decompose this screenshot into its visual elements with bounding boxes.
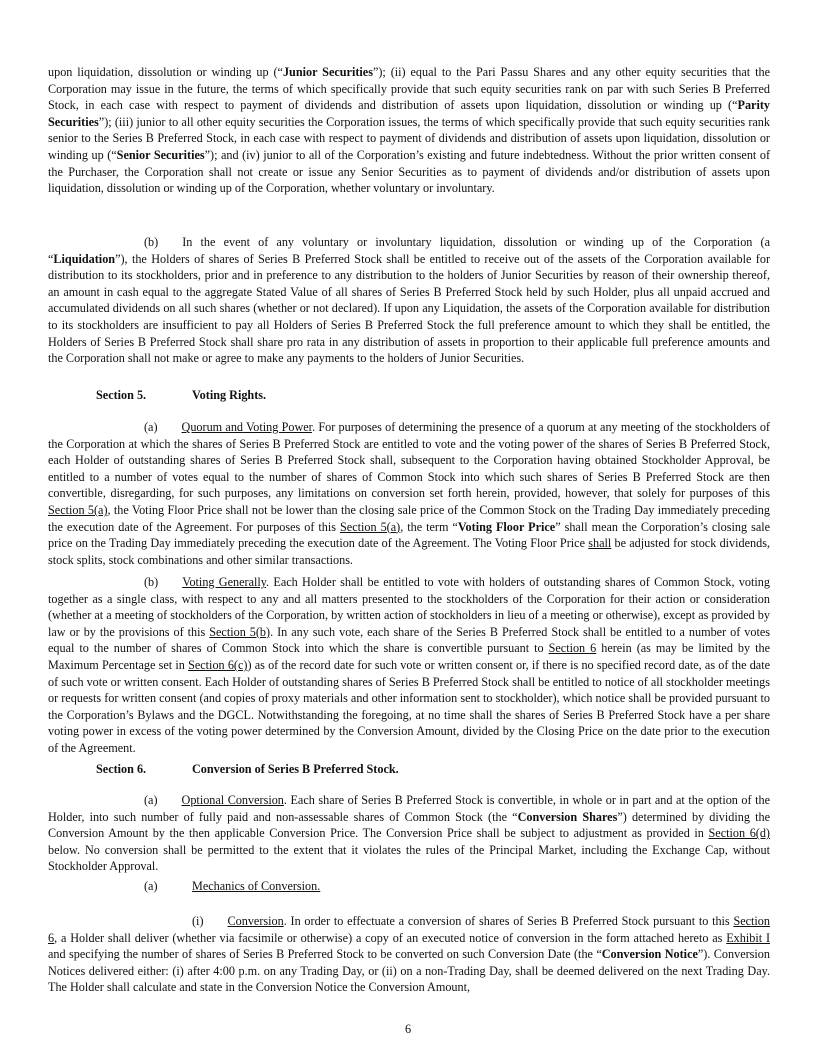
term-voting-floor-price: Voting Floor Price [457, 519, 556, 534]
paragraph-conversion-notice: (i) Conversion. In order to effectuate a conversion of shares of Series B Preferred Stock pursuant to this Section 6, a Holder shall deliver (whether via facsimile or otherwise) a copy of an executed notice of conversion in the form attached hereto as Exhibit I and specifying the number of shares of Series B Preferred Stock to be converted on such Conversion Date (the “Conversion Notice”). Conversion Notices delivered either: (i) after 4:00 p.m. on any Trading Day, or (ii) on a non-Trading Day, shall be deemed delivered on the next Trading Day. The Holder shall calculate and state in the Conversion Notice the Conversion Amount, [48, 914, 771, 995]
ref-exhibit-1: Exhibit I [726, 930, 771, 945]
paragraph-optional-conversion: (a) Optional Conversion. Each share of Series B Preferred Stock is convertible, in whole or in part and at the option of the Holder, into such number of fully paid and non-assessable shares of Common Stock (the “Conversion Shares”) determined by dividing the Conversion Amount by the then applicable Conversion Price. The Conversion Price shall be subject to adjustment as provided in Section 6(d) below. No conversion shall be permitted to the extent that it violates the rules of the Principal Market, including the Exchange Cap, without Stockholder Approval. [48, 793, 770, 874]
subheading-conversion: Conversion [227, 914, 284, 928]
page-number: 6 [404, 1022, 412, 1036]
section-5-heading [96, 387, 267, 404]
section-6-heading [96, 761, 399, 778]
term-senior-securities: Senior Securities [116, 147, 205, 162]
section-number: Section 5. [96, 388, 147, 402]
para-label: (a) [144, 879, 158, 893]
section-title: Conversion of Series B Preferred Stock. [192, 762, 399, 776]
paragraph-voting-generally: (b) Voting Generally. Each Holder shall be entitled to vote with holders of outstanding shares of Common Stock, voting together as a single class, with respect to any and all matters presented to the stockholders of the Corporation for their action or consideration (whether at a meeting of stockholders of the Corporation, by written action of stockholders in lieu of a meeting or otherwise), except as provided by law or by the provisions of this Section 5(b). In any such vote, each share of the Series B Preferred Stock shall be entitled to a number of votes equal to the number of shares of Common Stock into which the share is convertible pursuant to Section 6 herein (as may be limited by the Maximum Percentage set in Section 6(c)) as of the record date for such vote or written consent or, if there is no specified record date, as of the date of such vote or written consent. Each Holder of outstanding shares of Series B Preferred Stock shall be entitled to notice of all stockholder meetings or requests for written consent (and copies of proxy materials and other information sent to stockholder), which notice shall be provided pursuant to the Corporation’s Bylaws and the DGCL. Notwithstanding the foregoing, at no time shall the shares of Series B Preferred Stock have a per share voting power in excess of the voting power determined by the Conversion Amount, divided by the Closing Price on the date prior to the execution of the Agreement. [48, 575, 771, 755]
subheading-mechanics: Mechanics of Conversion [192, 879, 318, 893]
ref-section-6: Section 6 [548, 641, 597, 656]
term-liquidation: Liquidation [53, 251, 116, 266]
para-label: (b) [144, 575, 159, 589]
subheading-quorum: Quorum and Voting Power [181, 420, 313, 434]
term-junior-securities: Junior Securities [282, 65, 373, 79]
term-conversion-notice: Conversion Notice [601, 947, 698, 962]
ref-section-5b: Section 5(b) [209, 624, 271, 639]
paragraph-liquidation: (b) In the event of any voluntary or involuntary liquidation, dissolution or winding up of the Corporation (a “Liquidation”), the Holders of shares of Series B Preferred Stock shall be entitled to receive out of the assets of the Corporation available for distribution to its stockholders, prior and in preference to any distribution to the holders of Junior Securities by reason of their ownership thereof, an amount in cash equal to the aggregate Stated Value of all shares of Series B Preferred Stock held by such Holder, plus all unpaid accrued and accumulated dividends on all such shares (whether or not declared). If upon any Liquidation, the assets of the Corporation available for distribution to its stockholders are insufficient to pay all Holders of Series B Preferred Stock the full preference amount to which they shall be entitled, the Holders of Series B Preferred Stock shall share pro rata in any distribution of assets in proportion to their applicable full preference amounts and the Corporation shall not make or agree to make any payments to the holders of Junior Securities. [48, 235, 770, 366]
paragraph-quorum-voting-power: (a) Quorum and Voting Power. For purposes of determining the presence of a quorum at any meeting of the stockholders of the Corporation at which the shares of Series B Preferred Stock are entitled to vote and the voting power of the shares of Series B Preferred Stock, each Holder of outstanding shares of Series B Preferred Stock shall, subsequent to the Corporation having obtained Stockholder Approval, be entitled to a number of votes equal to the number of shares of Common Stock into which such shares of Series B Preferred Stock are then convertible, disregarding, for such purposes, any limitations on conversion set forth herein, provided, however, that solely for purposes of this Section 5(a), the Voting Floor Price shall not be lower than the closing sale price of the Common Stock on the Trading Day immediately preceding the execution date of the Agreement. For purposes of this Section 5(a), the term “Voting Floor Price” shall mean the Corporation’s closing sale price on the Trading Day immediately preceding the execution date of the Agreement. The Voting Floor Price shall be adjusted for stock dividends, stock splits, stock combinations and other similar transactions. [48, 420, 771, 567]
ref-section-6d: Section 6(d) [708, 826, 770, 841]
paragraph-mechanics-heading: (a) Mechanics of Conversion. [144, 879, 321, 893]
term-conversion-shares: Conversion Shares [517, 809, 618, 824]
paragraph-ranking: upon liquidation, dissolution or winding up (“Junior Securities”); (ii) equal to the Pari Passu Shares and any other equity securities that the Corporation may issue in the future, the terms of which specifically provide that such equity securities rank on par with such Series B Preferred Stock, in each case with respect to payment of dividends and distribution of assets upon liquidation, dissolution or winding up (“Parity Securities”); (iii) junior to all other equity securities the Corporation issues, the terms of which specifically provide that such equity securities rank senior to the Series B Preferred Stock, in each case with respect to payment of dividends and distribution of assets upon liquidation, dissolution or winding up (“Senior Securities”); and (iv) junior to all of the Corporation’s existing and future indebtedness. Without the prior written consent of the Purchaser, the Corporation shall not create or issue any Senior Securities as to payment of dividends and/or distribution of assets upon liquidation, dissolution or winding up of the Corporation, whether voluntary or involuntary. [48, 65, 770, 196]
para-label: (a) [144, 420, 158, 434]
ref-section-5a: Section 5(a) [340, 519, 401, 534]
ref-section-6: Section 6 [48, 914, 770, 945]
subheading-voting-generally: Voting Generally [182, 575, 267, 589]
section-number: Section 6. [96, 762, 147, 776]
section-title: Voting Rights. [192, 388, 267, 402]
subheading-optional-conversion: Optional Conversion [181, 793, 284, 807]
term-parity-securities: Parity Securities [48, 98, 770, 129]
ref-section-6c: Section 6(c) [188, 657, 248, 672]
para-label: (b) [144, 235, 159, 249]
para-label: (a) [144, 793, 158, 807]
para-label: (i) [192, 914, 204, 928]
ref-section-5a: Section 5(a) [48, 502, 108, 517]
